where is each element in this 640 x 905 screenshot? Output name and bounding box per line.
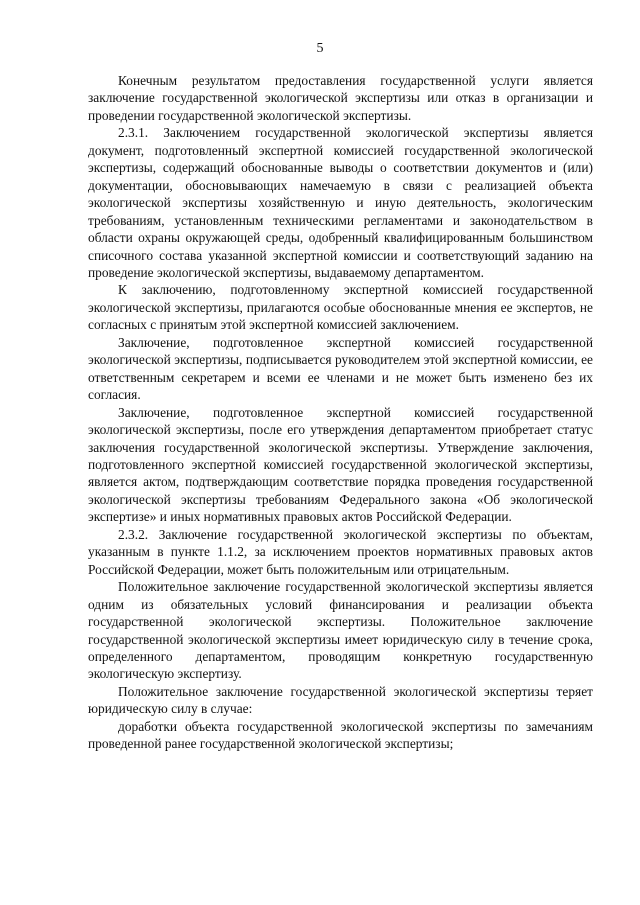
paragraph-result: Конечным результатом предоставления государственной услуги является заключение государственной экологической экспертизы или отказ в организации и проведении государственной экологической экспертизы. <box>88 73 593 123</box>
paragraph-approval: Заключение, подготовленное экспертной комиссией государственной экологической экспертизы, после его утверждения департаментом приобретает статус заключения государственной экологической экспертизы. Утверждение заключения, подготовленного экспертной комиссией государственной экологической экспертизы, является актом, подтверждающим соответствие порядка проведения государственной экологической экспертизы требованиям Федерального закона «Об экологической экспертизе» и иных нормативных правовых актов Российской Федерации. <box>88 404 593 525</box>
paragraph-2-3-2: 2.3.2. Заключение государственной экологической экспертизы по объектам, указанным в пункте 1.1.2, за исключением проектов нормативных правовых актов Российской Федерации, может быть положительным или отрицательным. <box>88 526 593 577</box>
document-body <box>88 72 593 753</box>
paragraph-2-3-1: 2.3.1. Заключением государственной экологической экспертизы является документ, подготовленный экспертной комиссией государственной экологической экспертизы, содержащий обоснованные выводы о соответствии документов и (или) документации, обосновывающих намечаемую в связи с реализацией объекта экологической экспертизы хозяйственную и иную деятельность, экологическим требованиям, установленным техническими регламентами и законодательством в области охраны окружающей среды, одобренный квалифицированным большинством списочного состава указанной экспертной комиссии и соответствующий заданию на проведение экологической экспертизы, выдаваемому департаментом. <box>88 125 593 280</box>
paragraph-signing: Заключение, подготовленное экспертной комиссией государственной экологической экспертизы, подписывается руководителем этой экспертной комиссии, ее ответственным секретарем и всеми ее членами и не может быть изменено без их согласия. <box>88 334 593 403</box>
page-number: 5 <box>316 41 324 56</box>
paragraph-revision: доработки объекта государственной экологической экспертизы по замечаниям проведенной ранее государственной экологической экспертизы; <box>88 718 593 752</box>
paragraph-loses-force: Положительное заключение государственной экологической экспертизы теряет юридическую силу в случае: <box>88 683 593 717</box>
paragraph-positive-conclusion: Положительное заключение государственной экологической экспертизы является одним из обязательных условий финансирования и реализации объекта государственной экологической экспертизы. Положительное заключение государственной экологической экспертизы имеет юридическую силу в течение срока, определенного департаментом, проводящим конкретную государственную экологическую экспертизу. <box>88 579 593 682</box>
paragraph-expert-opinions: К заключению, подготовленному экспертной комиссией государственной экологической экспертизы, прилагаются особые обоснованные мнения ее экспертов, не согласных с принятым этой экспертной комиссией заключением. <box>88 282 593 333</box>
